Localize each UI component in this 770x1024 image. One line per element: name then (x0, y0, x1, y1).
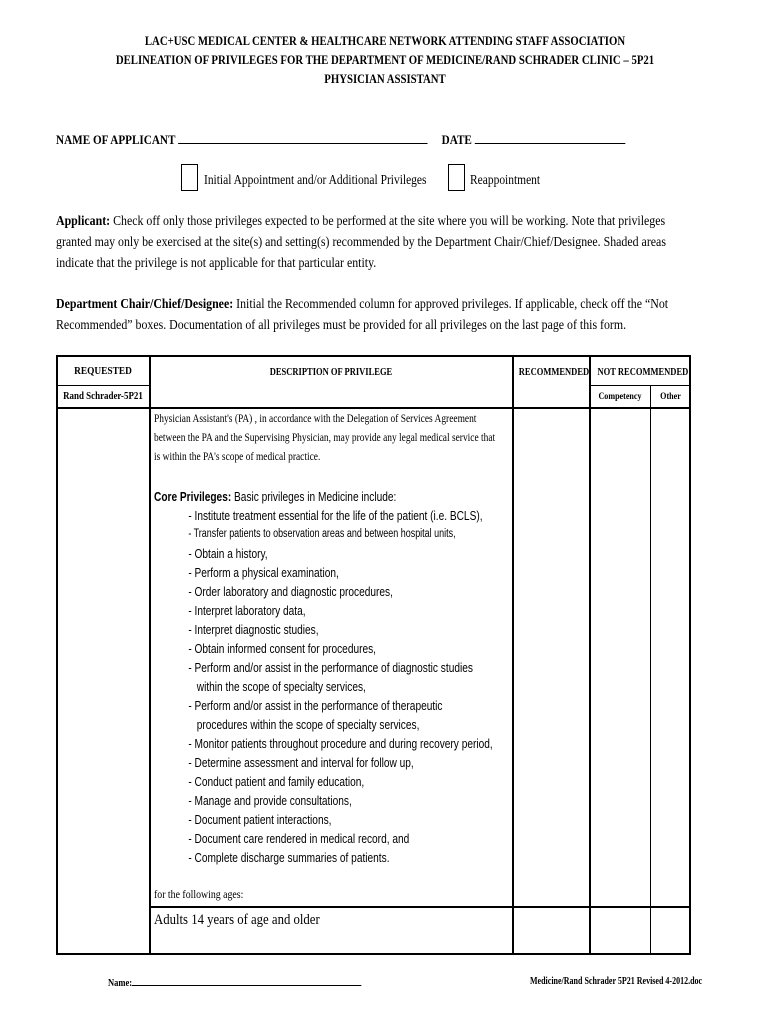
chair-text: Initial the Recommended column for approved privileges. If applicable, check off the “Not Recommended” boxes. Documentation of all privileges must be provided for all privileges on the last page of this form. (56, 296, 669, 332)
initial-appointment-checkbox[interactable] (181, 164, 198, 191)
list-item: - Institute treatment essential for the life of the patient (i.e. BCLS), (188, 508, 483, 523)
col-site-header: Rand Schrader-5P21 (63, 391, 143, 402)
list-item: - Manage and provide consultations, (188, 793, 352, 808)
list-item: - Interpret laboratory data, (188, 603, 306, 618)
applicant-instructions (56, 210, 690, 273)
name-of-applicant-label: NAME OF APPLICANT (56, 132, 176, 147)
list-item: - Determine assessment and interval for follow up, (188, 755, 414, 770)
col-other-header: Other (660, 392, 681, 402)
reappointment-label: Reappointment (470, 172, 541, 187)
header-line-1: LAC+USC MEDICAL CENTER & HEALTHCARE NETWORK ATTENDING STAFF ASSOCIATION (144, 34, 626, 48)
header-line-2: DELINEATION OF PRIVILEGES FOR THE DEPARTMENT OF MEDICINE/RAND SCHRADER CLINIC – 5P21 (115, 53, 655, 67)
core-privileges-list (154, 506, 493, 867)
initial-appointment-label: Initial Appointment and/or Additional Privileges (204, 172, 427, 187)
adults-age-label: Adults 14 years of age and older (154, 912, 320, 928)
col-not-recommended-header: NOT RECOMMENDED (597, 367, 689, 378)
list-item: - Interpret diagnostic studies, (188, 622, 319, 637)
list-item: - Document care rendered in medical record, and (188, 831, 410, 846)
col-recommended-header: RECOMMENDED (518, 367, 590, 378)
list-item: - Obtain a history, (188, 546, 268, 561)
list-item: - Perform and/or assist in the performance of therapeutic (188, 698, 443, 713)
list-item: procedures within the scope of specialty services, (188, 717, 420, 732)
chair-instructions (56, 293, 690, 335)
core-privileges-subtitle: Basic privileges in Medicine include: (231, 489, 397, 504)
privilege-intro: Physician Assistant's (PA) , in accordance with the Delegation of Services Agreement between the PA and the Supervising Physician, may provide any legal medical service that is within the PA's scope of medical practice. (154, 413, 496, 463)
header-line-3: PHYSICIAN ASSISTANT (324, 72, 446, 86)
col-requested-header: REQUESTED (74, 365, 132, 377)
col-description-header: DESCRIPTION OF PRIVILEGE (269, 367, 393, 378)
applicant-heading: Applicant: (56, 213, 111, 228)
footer-doc-id: Medicine/Rand Schrader 5P21 Revised 4-2012.doc (530, 976, 703, 987)
list-item: - Monitor patients throughout procedure and during recovery period, (188, 736, 493, 751)
col-competency-header: Competency (598, 392, 642, 402)
list-item: - Obtain informed consent for procedures, (188, 641, 377, 656)
applicant-text: Check off only those privileges expected to be performed at the site where you will be working. Note that privileges granted may only be exercised at the site(s) and setting(s) recommended by the Department Chair/Chief/Designee. Shaded areas indicate that the privilege is not applicable for that particular entity. (56, 213, 666, 270)
reappointment-checkbox[interactable] (448, 164, 465, 191)
list-item: within the scope of specialty services, (188, 679, 366, 694)
core-privileges-title: Core Privileges: (154, 489, 232, 504)
date-field[interactable] (475, 131, 626, 144)
list-item: - Transfer patients to observation areas and between hospital units, (188, 528, 456, 540)
footer-name (108, 976, 362, 989)
ages-label: for the following ages: (154, 887, 244, 901)
name-of-applicant-field[interactable] (178, 131, 427, 144)
chair-heading: Department Chair/Chief/Designee: (56, 296, 234, 311)
footer-name-field[interactable] (132, 976, 362, 986)
core-privileges (154, 487, 493, 867)
applicant-line (56, 131, 625, 148)
list-item: - Perform and/or assist in the performance of diagnostic studies (188, 660, 473, 675)
date-label: DATE (441, 132, 472, 147)
list-item: - Conduct patient and family education, (188, 774, 365, 789)
list-item: - Document patient interactions, (188, 812, 332, 827)
footer-name-label: Name: (108, 978, 133, 989)
list-item: - Perform a physical examination, (188, 565, 339, 580)
document-header (54, 32, 716, 89)
list-item: - Complete discharge summaries of patients. (188, 850, 390, 865)
list-item: - Order laboratory and diagnostic procedures, (188, 584, 393, 599)
